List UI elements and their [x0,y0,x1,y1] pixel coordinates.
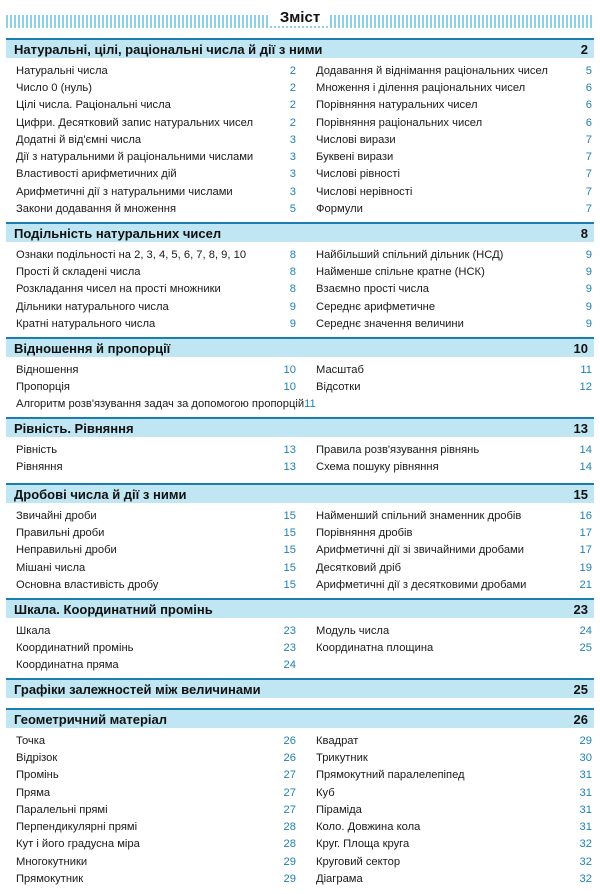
section-items [6,622,594,680]
toc-entry-label: Додатні й від'ємні числа [16,133,142,146]
toc-entry-label: Додавання й віднімання раціональних чисел [316,64,548,77]
toc-column-left [16,246,296,332]
toc-entry-label: Числові рівності [316,168,400,181]
toc-entry-page: 3 [289,185,296,198]
toc-entry-label: Середнє арифметичне [316,300,436,313]
toc-entry-label: Взаємно прості числа [316,283,429,296]
toc-entry-page: 23 [283,641,296,654]
section-header[interactable] [6,38,594,58]
toc-section [6,222,594,339]
toc-entry-label: Порівняння раціональних чисел [316,116,483,129]
toc-entry-page: 17 [579,544,592,557]
toc-entry[interactable] [316,639,592,656]
section-items [6,246,594,339]
toc-entry-page: 15 [283,526,296,539]
toc-entry-label: Алгоритм розв'язування задач за допомогою пропорцій [16,398,305,411]
toc-entry[interactable] [316,767,592,784]
toc-entry-page: 15 [283,544,296,557]
toc-entry-page: 14 [579,443,592,456]
toc-entry-page: 24 [283,659,296,672]
toc-entry-label: Дії з натуральними й раціональними числами [16,151,254,164]
toc-entry[interactable] [16,542,296,559]
toc-entry-page: 2 [289,64,296,77]
toc-section [6,678,594,708]
toc-entry-label: Координатний промінь [16,641,134,654]
section-page-number: 23 [573,601,588,617]
toc-entry-label: Кут і його градусна міра [16,838,140,851]
toc-entry[interactable] [16,378,296,395]
toc-entry-page: 10 [283,380,296,393]
toc-entry-page: 7 [585,185,592,198]
toc-entry-label: Круговий сектор [316,855,401,868]
toc-entry-label: Координатна площина [316,641,434,654]
toc-entry-page: 3 [289,151,296,164]
toc-entry[interactable] [316,378,592,395]
section-header[interactable] [6,598,594,618]
toc-entry-page: 17 [579,526,592,539]
toc-entry-page: 27 [283,803,296,816]
toc-entry-label: Кратні натурального числа [16,317,156,330]
toc-column-left [16,732,296,888]
toc-entry-page: 6 [585,99,592,112]
toc-entry-page: 9 [289,300,296,313]
section-title: Шкала. Координатний промінь [14,601,213,617]
toc-entry[interactable] [16,281,296,298]
toc-entry-label: Прості й складені числа [16,265,141,278]
toc-column-right [316,507,592,593]
toc-entry[interactable] [316,131,592,148]
toc-entry[interactable] [316,166,592,183]
toc-entry-page: 19 [579,561,592,574]
toc-entry[interactable] [316,576,592,593]
toc-entry[interactable] [316,183,592,200]
toc-entry-label: Порівняння дробів [316,526,413,539]
toc-entry[interactable] [316,524,592,541]
toc-entry-label: Найбільший спільний дільник (НСД) [316,248,504,261]
toc-entry-label: Основна властивість дробу [16,578,159,591]
toc-entry[interactable] [16,458,296,475]
toc-entry-label: Числові вирази [316,133,396,146]
toc-entry-label: Звичайні дроби [16,509,97,522]
toc-entry[interactable] [316,246,592,263]
toc-entry-page: 24 [579,624,592,637]
toc-entry[interactable] [16,361,296,378]
toc-entry-label: Коло. Довжина кола [316,821,421,834]
toc-entry-label: Десятковий дріб [316,561,402,574]
toc-entry-label: Відношення [16,363,79,376]
toc-entry-label: Арифметичні дії з десятковими дробами [316,578,527,591]
toc-entry[interactable] [16,114,296,131]
toc-entry[interactable] [16,622,296,639]
toc-entry[interactable] [316,559,592,576]
toc-section [6,598,594,680]
toc-entry-page: 26 [283,751,296,764]
section-title: Графіки залежностей між величинами [14,681,261,697]
toc-entry-label: Відсотки [316,380,361,393]
toc-entry-label: Промінь [16,769,59,782]
toc-entry-label: Найменше спільне кратне (НСК) [316,265,485,278]
toc-column-left [16,62,296,218]
toc-entry-label: Схема пошуку рівняння [316,460,439,473]
toc-entry[interactable] [16,97,296,114]
toc-entry-label: Перпендикулярні прямі [16,821,138,834]
toc-entry-label: Точка [16,734,46,747]
toc-entry[interactable] [316,62,592,79]
toc-entry-page: 31 [579,786,592,799]
toc-entry-label: Правильні дроби [16,526,105,539]
toc-entry-label: Натуральні числа [16,64,108,77]
toc-entry-page: 27 [283,769,296,782]
toc-entry[interactable] [16,853,296,870]
toc-entry-page: 11 [580,363,592,376]
toc-entry-page: 8 [289,265,296,278]
section-items [6,507,594,600]
toc-entry-label: Дільники натурального числа [16,300,169,313]
toc-entry[interactable] [16,576,296,593]
section-items [6,441,594,482]
toc-entry-label: Числові нерівності [316,185,413,198]
toc-entry[interactable] [16,200,296,217]
toc-entry[interactable] [16,767,296,784]
toc-entry[interactable] [16,298,296,315]
toc-entry[interactable] [16,870,296,887]
toc-entry[interactable] [316,622,592,639]
toc-entry[interactable] [16,639,296,656]
toc-entry-page: 7 [585,203,592,216]
toc-entry[interactable] [316,836,592,853]
section-header[interactable] [6,678,594,698]
toc-section [6,483,594,600]
toc-entry[interactable] [316,298,592,315]
toc-entry-label: Цілі числа. Раціональні числа [16,99,171,112]
toc-entry-label: Масштаб [316,363,364,376]
toc-entry[interactable] [316,732,592,749]
toc-entry[interactable] [316,784,592,801]
section-title: Геометричний матеріал [14,711,167,727]
toc-entry-label: Квадрат [316,734,359,747]
toc-entry-page: 14 [579,460,592,473]
toc-entry-label: Буквені вирази [316,151,394,164]
toc-entry-page: 3 [289,133,296,146]
section-header[interactable] [6,222,594,242]
toc-column-left [16,361,316,413]
section-header[interactable] [6,417,594,437]
toc-entry-page: 31 [579,821,592,834]
toc-entry-label: Порівняння натуральних чисел [316,99,478,112]
section-title: Подільність натуральних чисел [14,225,222,241]
toc-entry[interactable] [316,79,592,96]
section-page-number: 26 [573,711,588,727]
section-header[interactable] [6,483,594,503]
section-title: Відношення й пропорції [14,340,171,356]
toc-entry-label: Куб [316,786,335,799]
toc-entry-label: Піраміда [316,803,362,816]
toc-entry[interactable] [16,183,296,200]
toc-entry[interactable] [316,263,592,280]
toc-entry-page: 10 [283,363,296,376]
toc-entry-page: 5 [289,203,296,216]
toc-column-right [316,732,592,888]
toc-entry[interactable] [16,657,296,674]
toc-column-right [316,441,592,476]
toc-entry-page: 25 [579,641,592,654]
page-title-bar [0,6,600,28]
toc-section [6,417,594,482]
toc-entry[interactable] [16,441,296,458]
toc-entry[interactable] [316,114,592,131]
toc-entry-page: 2 [289,116,296,129]
toc-column-left [16,622,296,674]
section-title: Дробові числа й дії з ними [14,486,187,502]
toc-entry[interactable] [16,62,296,79]
toc-entry-label: Многокутники [16,855,88,868]
toc-entry-label: Множення і ділення раціональних чисел [316,81,526,94]
toc-entry-label: Трикутник [316,751,368,764]
section-items [6,62,594,224]
page-title: Зміст [270,9,330,26]
toc-entry-page: 8 [289,248,296,261]
toc-entry-page: 31 [579,803,592,816]
toc-entry[interactable] [316,749,592,766]
toc-entry-label: Середнє значення величини [316,317,464,330]
toc-entry-page: 3 [289,168,296,181]
toc-entry[interactable] [316,870,592,887]
toc-entry[interactable] [16,148,296,165]
toc-entry[interactable] [16,749,296,766]
toc-entry-page: 9 [585,283,592,296]
toc-entry[interactable] [16,315,296,332]
toc-entry-page: 26 [283,734,296,747]
toc-entry-label: Координатна пряма [16,659,119,672]
toc-entry[interactable] [316,818,592,835]
toc-entry[interactable] [316,507,592,524]
toc-entry[interactable] [16,79,296,96]
toc-entry-label: Пропорція [16,380,70,393]
toc-entry-page: 29 [283,873,296,886]
toc-entry-page: 15 [283,578,296,591]
toc-entry-page: 7 [585,133,592,146]
toc-entry-page: 9 [585,248,592,261]
toc-entry-page: 12 [579,380,592,393]
toc-entry-page: 9 [585,265,592,278]
toc-entry[interactable] [16,263,296,280]
section-page-number: 15 [573,486,588,502]
toc-entry-label: Число 0 (нуль) [16,81,92,94]
toc-entry-label: Паралельні прямі [16,803,108,816]
toc-column-left [16,507,296,593]
toc-section [6,708,594,894]
toc-entry-page: 32 [579,855,592,868]
toc-entry-page: 7 [585,151,592,164]
toc-entry[interactable] [316,441,592,458]
toc-entry-page: 13 [283,443,296,456]
toc-entry[interactable] [316,853,592,870]
toc-entry[interactable] [316,361,592,378]
toc-entry[interactable] [316,542,592,559]
toc-entry[interactable] [16,396,316,413]
toc-entry-page: 15 [283,561,296,574]
toc-entry-page: 9 [585,317,592,330]
toc-entry[interactable] [316,315,592,332]
toc-entry-page: 6 [585,81,592,94]
toc-entry-page: 27 [283,786,296,799]
section-header[interactable] [6,708,594,728]
section-title: Натуральні, цілі, раціональні числа й дії з ними [14,41,323,57]
toc-entry-page: 16 [579,509,592,522]
section-header[interactable] [6,337,594,357]
toc-entry[interactable] [16,784,296,801]
toc-entry-label: Цифри. Десятковий запис натуральних чисел [16,116,253,129]
toc-entry[interactable] [16,131,296,148]
toc-entry-label: Арифметичні дії зі звичайними дробами [316,544,524,557]
toc-entry[interactable] [16,246,296,263]
toc-entry-page: 28 [283,838,296,851]
section-page-number: 10 [573,340,588,356]
toc-entry-label: Розкладання чисел на прості множники [16,283,221,296]
toc-entry-page: 6 [585,116,592,129]
toc-entry-label: Ознаки подільності на 2, 3, 4, 5, 6, 7, 8, 9, 10 [16,248,247,261]
section-page-number: 13 [573,420,588,436]
toc-entry-label: Мішані числа [16,561,86,574]
section-page-number: 2 [580,41,588,57]
toc-entry[interactable] [16,732,296,749]
section-page-number: 8 [580,225,588,241]
toc-entry-page: 29 [579,734,592,747]
toc-column-right [316,622,592,657]
toc-entry[interactable] [16,507,296,524]
toc-entry-page: 2 [289,81,296,94]
toc-entry-page: 23 [283,624,296,637]
toc-entry-label: Пряма [16,786,51,799]
toc-entry-label: Властивості арифметичних дій [16,168,177,181]
toc-entry-label: Закони додавання й множення [16,203,177,216]
toc-entry-page: 31 [579,769,592,782]
toc-entry-label: Діаграма [316,873,363,886]
toc-entry-label: Модуль числа [316,624,390,637]
section-items [6,732,594,894]
toc-entry-page: 11 [304,398,316,411]
toc-column-right [316,246,592,332]
toc-section [6,337,594,419]
toc-entry-page: 2 [289,99,296,112]
toc-entry-page: 32 [579,873,592,886]
section-items [6,361,594,419]
toc-entry-page: 29 [283,855,296,868]
toc-column-right [316,361,592,396]
toc-entry-page: 13 [283,460,296,473]
toc-entry-label: Відрізок [16,751,58,764]
toc-entry-page: 30 [579,751,592,764]
section-title: Рівність. Рівняння [14,420,134,436]
toc-entry-label: Шкала [16,624,51,637]
toc-section [6,38,594,224]
toc-entry[interactable] [316,97,592,114]
toc-entry[interactable] [316,801,592,818]
toc-entry-label: Рівняння [16,460,63,473]
toc-entry[interactable] [16,524,296,541]
toc-entry-label: Круг. Площа круга [316,838,410,851]
toc-entry-label: Арифметичні дії з натуральними числами [16,185,233,198]
toc-entry-label: Прямокутний паралелепіпед [316,769,465,782]
toc-entry-label: Формули [316,203,363,216]
toc-entry-label: Найменший спільний знаменник дробів [316,509,522,522]
toc-entry-page: 5 [585,64,592,77]
toc-entry-page: 28 [283,821,296,834]
toc-entry[interactable] [16,818,296,835]
toc-entry-page: 15 [283,509,296,522]
toc-entry-page: 7 [585,168,592,181]
toc-entry[interactable] [16,559,296,576]
toc-column-right [316,62,592,218]
toc-entry[interactable] [316,458,592,475]
toc-entry[interactable] [16,836,296,853]
toc-entry[interactable] [16,801,296,818]
toc-entry-page: 32 [579,838,592,851]
toc-entry-page: 8 [289,283,296,296]
toc-entry-label: Правила розв'язування рівнянь [316,443,480,456]
toc-column-left [16,441,296,476]
toc-entry-label: Неправильні дроби [16,544,117,557]
toc-entry[interactable] [16,166,296,183]
toc-entry-label: Рівність [16,443,58,456]
section-page-number: 25 [573,681,588,697]
toc-entry[interactable] [316,148,592,165]
toc-entry-page: 21 [579,578,592,591]
toc-entry-page: 9 [289,317,296,330]
toc-entry-label: Прямокутник [16,873,84,886]
toc-entry[interactable] [316,281,592,298]
toc-entry[interactable] [316,200,592,217]
toc-entry-page: 9 [585,300,592,313]
